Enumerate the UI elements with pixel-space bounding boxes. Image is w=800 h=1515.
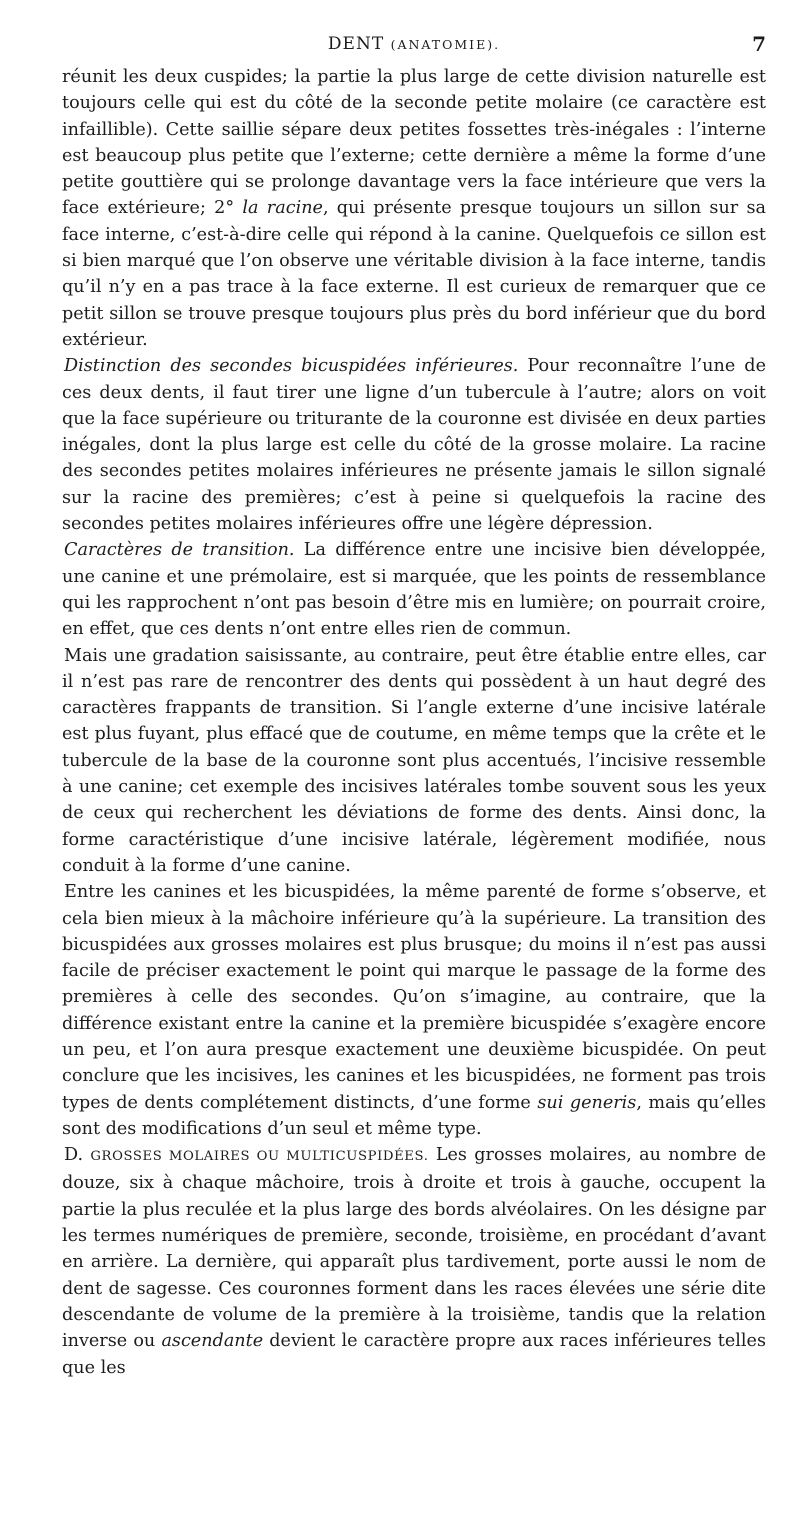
paragraph-3-text: La différence entre une incisive bien développée, une canine et une prémolaire, est si marquée, que les points de ressemblance qui les rapprochent n’ont pas besoin d’être mis en lumière; on pourrait croire, en effet, que ces dents n’ont entre elles rien de commun.	[62, 540, 766, 640]
paragraph-1-text: réunit les deux cuspides; la partie la plus large de cette division naturelle est toujours celle qui est du côté de la seconde petite molaire (ce caractère est infaillible). Cette saillie sépare deux petites fossettes très-inégales : l’interne est beaucoup plus petite que l’externe; cette dernière a même la forme d’une petite gouttière qui se prolonge davantage vers la face intérieure que vers la face extérieure; 2°	[62, 67, 766, 219]
paragraph-3	[62, 537, 766, 642]
paragraph-1	[62, 64, 766, 353]
body-text	[62, 64, 766, 1381]
paragraph-6-end: devient le caractère propre aux races inférieures telles que les	[62, 1331, 766, 1378]
section-heading-transition: Caractères de transition.	[64, 540, 295, 561]
paragraph-2-text: Pour reconnaître l’une de ces deux dents, il faut tirer une ligne d’un tubercule à l’autre; alors on voit que la face supérieure ou triturante de la couronne est divisée en deux parties inégales, dont la plus large est celle du côté de la grosse molaire. La racine des secondes petites molaires inférieures ne présente jamais le sillon signalé sur la racine des premières; c’est à peine si quelquefois la racine des secondes petites molaires inférieures offre une légère dépression.	[62, 356, 766, 535]
paragraph-1-end: , qui présente presque toujours un sillon sur sa face interne, c’est-à-dire celle qui répond à la canine. Quelquefois ce sillon est si bien marqué que l’on observe une véritable division à la face interne, tandis qu’il n’y en a pas trace à la face externe. Il est curieux de remarquer que ce petit sillon se trouve presque toujours plus près du bord inférieur que du bord extérieur.	[62, 198, 766, 350]
paragraph-6-italic: ascendante	[161, 1331, 264, 1352]
running-head-subtitle: (ANATOMIE).	[390, 37, 501, 52]
paragraph-6	[62, 1142, 766, 1381]
paragraph-5	[62, 879, 766, 1142]
section-heading-secondes-bicuspidees: Distinction des secondes bicuspidées inférieures.	[64, 356, 519, 377]
page-header	[62, 34, 766, 60]
paragraph-4-text: Mais une gradation saisissante, au contraire, peut être établie entre elles, car il n’est pas rare de rencontrer des dents qui possèdent à un haut degré des caractères frappants de transition. Si l’angle externe d’une incisive latérale est plus fuyant, plus effacé que de coutume, en même temps que la crête et le tubercule de la base de la couronne sont plus accentués, l’incisive ressemble à une canine; cet exemple des incisives latérales tombe souvent sous les yeux de ceux qui recherchent les déviations de forme des dents. Ainsi donc, la forme caractéristique d’une incisive latérale, légèrement modifiée, nous conduit à la forme d’une canine.	[62, 645, 766, 876]
section-label-d: D.	[64, 1145, 91, 1166]
paragraph-5-italic: sui generis	[537, 1092, 637, 1113]
paragraph-5-end: , mais qu’elles sont des modifications d’un seul et même type.	[62, 1092, 766, 1139]
paragraph-4	[62, 643, 766, 880]
paragraph-5-text: Entre les canines et les bicuspidées, la même parenté de forme s’observe, et cela bien mieux à la mâchoire inférieure qu’à la supérieure. La transition des bicuspidées aux grosses molaires est plus brusque; du moins il n’est pas aussi facile de préciser exactement le point qui marque le passage de la forme des premières à celle des secondes. Qu’on s’imagine, au contraire, que la différence existant entre la canine et la première bicuspidée s’exagère encore un peu, et l’on aura presque exactement une deuxième bicuspidée. On peut conclure que les incisives, les canines et les bicuspidées, ne forment pas trois types de dents complétement distincts, d’une forme	[62, 882, 766, 1113]
running-head-title: DENT	[327, 34, 385, 54]
running-head	[62, 34, 766, 54]
paragraph-2	[62, 353, 766, 537]
paragraph-1-italic: la racine	[242, 198, 323, 219]
paragraph-6-text: Les grosses molaires, au nombre de douze, six à chaque mâchoire, trois à droite et trois à gauche, occupent la partie la plus reculée et la plus large des bords alvéolaires. On les désigne par les termes numériques de première, seconde, troisième, en procédant d’avant en arrière. La dernière, qui apparaît plus tardivement, porte aussi le nom de dent de sagesse. Ces couronnes forment dans les races élevées une série dite descendante de volume de la première à la troisième, tandis que la relation inverse ou	[62, 1145, 767, 1352]
page-number: 7	[752, 32, 766, 56]
section-heading-grosses-molaires: GROSSES MOLAIRES OU MULTICUSPIDÉES.	[90, 1149, 429, 1165]
